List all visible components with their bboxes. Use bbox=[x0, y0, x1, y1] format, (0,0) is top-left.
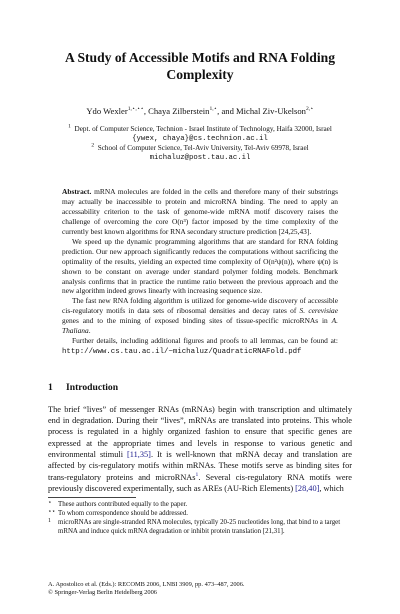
affiliation-1 bbox=[48, 125, 352, 135]
footnote bbox=[48, 518, 352, 536]
footnote-text: microRNAs are single-stranded RNA molecules, typically 20-25 nucleotides long, that bind to a target mRNA and induce quick mRNA degradation or inhibit protein translation [21,31]. bbox=[58, 519, 341, 536]
abstract bbox=[62, 187, 338, 357]
abstract-paragraph: We speed up the dynamic programming algorithms that are standard for RNA folding prediction. Our new approach significantly reduces the computations without sacrificing the optimality of the results, yielding an expected time complexity of O(n²ψ(n)), where ψ(n) is shown to be constant on average under standard polymer folding models. Benchmark analysis confirms that in practice the runtime ratio between the previous approach and the new algorithm indeed grows linearly with increasing sequence size. bbox=[62, 236, 338, 296]
supplement-url[interactable]: http://www.cs.tau.ac.il/~michaluz/QuadraticRNAFold.pdf bbox=[62, 347, 302, 356]
species-name: A. Thaliana bbox=[62, 316, 338, 336]
publication-footer bbox=[48, 581, 245, 598]
citation-link[interactable]: [28,40] bbox=[295, 483, 320, 493]
footnote-mark: 1 bbox=[48, 518, 51, 525]
footnote-mark: ⋆ bbox=[48, 500, 52, 507]
author-name: Michal Ziv-Ukelson bbox=[236, 106, 306, 116]
section-heading bbox=[48, 381, 352, 395]
footer-copyright: © Springer-Verlag Berlin Heidelberg 2006 bbox=[48, 589, 157, 597]
body-text: , which bbox=[319, 483, 344, 493]
affiliation-2-email: michaluz@post.tau.ac.il bbox=[149, 153, 251, 162]
body-text: . It is well-known that mRNA decay and translation are affected by cis-regulatory motifs within mRNAs. These motifs serve as binding sites for trans-regulatory proteins and microRNAs bbox=[48, 449, 352, 482]
footnote bbox=[48, 500, 352, 509]
author-list: Ydo Wexler$^{1,⋆,⋆⋆}$, Chaya Zilberstein$^{1,⋆}$, and Michal Ziv-Ukelson$^{2,⋆}$ bbox=[86, 106, 314, 116]
footnote bbox=[48, 509, 352, 518]
footer-citation: A. Apostolico et al. (Eds.): RECOMB 2006, LNBI 3909, pp. 473–487, 2006. bbox=[48, 580, 245, 588]
body-text: The brief “lives” of messenger RNAs (mRNAs) begin with transcription and ultimately end in degradation. During their “lives”, mRNAs are translated into proteins. This whole process is regulated in a highly organized fashion to ensure that specific genes are expressed at the appropriate times and levels in response to various genetic and environmental stimuli bbox=[48, 404, 352, 459]
abstract-text: genes and to the mining of exposed binding sites of tissue-specific microRNAs in bbox=[62, 316, 332, 326]
section-title: Introduction bbox=[66, 381, 119, 393]
author-separator: , and bbox=[217, 106, 237, 116]
author-affiliation-mark: 1,⋆ bbox=[209, 106, 218, 113]
abstract-label: Abstract. bbox=[62, 187, 92, 197]
affiliation-number: 1 bbox=[68, 123, 71, 130]
footnotes bbox=[48, 500, 352, 536]
paper-title: A Study of Accessible Motifs and RNA Folding Complexity bbox=[64, 50, 335, 82]
section-number: 1 bbox=[48, 381, 53, 393]
footnote-text: These authors contributed equally to the paper. bbox=[58, 501, 188, 509]
footnote-rule bbox=[48, 497, 136, 498]
author-affiliation-mark: 2,⋆ bbox=[305, 106, 314, 113]
abstract-paragraph bbox=[62, 336, 338, 358]
affiliation-text: Dept. of Computer Science, Technion - Israel Institute of Technology, Haifa 32000, Israel bbox=[74, 125, 332, 133]
affiliation-number: 2 bbox=[91, 142, 95, 149]
affiliation-text: School of Computer Science, Tel-Aviv University, Tel-Aviv 69978, Israel bbox=[97, 144, 309, 153]
author-name: Chaya Zilberstein bbox=[148, 106, 210, 116]
footnote-ref[interactable]: 1 bbox=[195, 471, 199, 478]
affiliations bbox=[48, 125, 352, 163]
body-text: . Several cis-regulatory RNA motifs were previously discovered experimentally, such as AREs (AU-Rich Elements) bbox=[48, 472, 352, 493]
author-affiliation-mark: 1,⋆,⋆⋆ bbox=[127, 106, 144, 113]
author-name: Ydo Wexler bbox=[86, 106, 128, 116]
abstract-paragraph bbox=[62, 296, 338, 336]
footnote-text: To whom correspondence should be addressed. bbox=[58, 510, 189, 518]
abstract-text: mRNA molecules are folded in the cells and therefore many of their substrings may actually be inaccessible to protein and microRNA binding. The need to apply an accessability criterion to the task of genome-wide mRNA motif discovery raises the challenge of overcoming the core O(n³) factor imposed by the time complexity of the currently best known algorithms for RNA secondary structure prediction [24,25,43]. bbox=[62, 187, 338, 236]
abstract-text: Further details, including additional figures and proofs to all lemmas, can be found at: bbox=[72, 335, 338, 345]
abstract-text: The fast new RNA folding algorithm is utilized for genome-wide discovery of accessible cis-regulatory motifs in data sets of ribosomal densities and decay rates of bbox=[62, 296, 338, 316]
affiliation-2 bbox=[48, 144, 352, 154]
species-name: S. cerevisiae bbox=[299, 306, 338, 316]
citation-link[interactable]: [11,35] bbox=[127, 449, 151, 459]
abstract-paragraph bbox=[62, 187, 338, 237]
introduction-paragraph bbox=[48, 404, 352, 494]
footnote-mark: ⋆⋆ bbox=[48, 509, 56, 516]
affiliation-1-email: {ywex, chaya}@cs.technion.ac.il bbox=[132, 134, 268, 143]
abstract-text: . bbox=[88, 326, 91, 336]
